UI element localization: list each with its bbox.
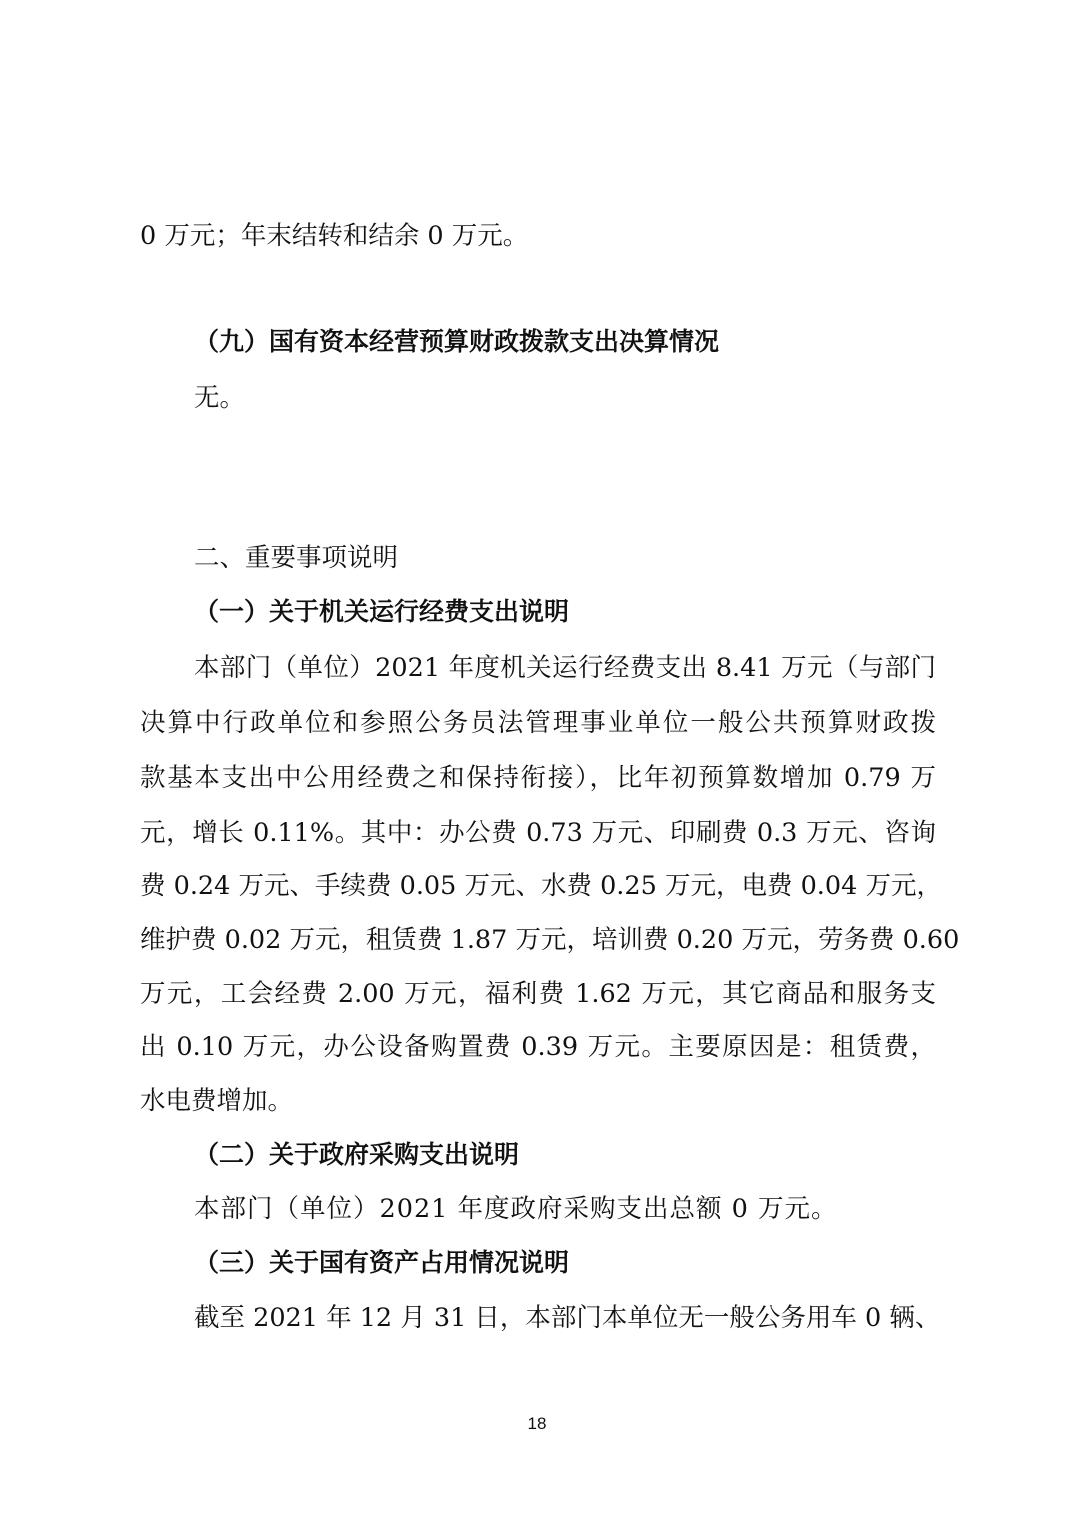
paragraph-line: 水电费增加。 xyxy=(140,1086,294,1116)
paragraph-line: 维护费 0.02 万元，租赁费 1.87 万元，培训费 0.20 万元，劳务费 0.60 xyxy=(140,925,960,955)
section-9-heading: （九）国有资本经营预算财政拨款支出决算情况 xyxy=(194,327,720,356)
continuation-line: 0 万元；年末结转和结余 0 万元。 xyxy=(140,221,529,251)
subsection-1-heading: （一）关于机关运行经费支出说明 xyxy=(194,597,570,626)
paragraph-line: 本部门（单位）2021 年度机关运行经费支出 8.41 万元（与部门 xyxy=(194,653,936,683)
paragraph-line: 万元，工会经费 2.00 万元，福利费 1.62 万元，其它商品和服务支 xyxy=(140,979,936,1009)
paragraph-line: 出 0.10 万元，办公设备购置费 0.39 万元。主要原因是：租赁费， xyxy=(140,1032,936,1062)
subsection-2-body: 本部门（单位）2021 年度政府采购支出总额 0 万元。 xyxy=(194,1194,838,1224)
subsection-3-body: 截至 2021 年 12 月 31 日，本部门本单位无一般公务用车 0 辆、 xyxy=(194,1303,941,1333)
part-2-heading: 二、重要事项说明 xyxy=(194,543,399,573)
paragraph-line: 元，增长 0.11%。其中：办公费 0.73 万元、印刷费 0.3 万元、咨询 xyxy=(140,818,936,848)
paragraph-line: 款基本支出中公用经费之和保持衔接），比年初预算数增加 0.79 万 xyxy=(140,763,936,793)
paragraph-line: 决算中行政单位和参照公务员法管理事业单位一般公共预算财政拨 xyxy=(140,708,936,738)
subsection-3-heading: （三）关于国有资产占用情况说明 xyxy=(194,1248,570,1277)
paragraph-line: 费 0.24 万元、手续费 0.05 万元、水费 0.25 万元，电费 0.04 万元， xyxy=(140,871,942,901)
section-9-body: 无。 xyxy=(194,383,246,413)
page-number: 18 xyxy=(527,1414,547,1433)
subsection-2-heading: （二）关于政府采购支出说明 xyxy=(194,1140,520,1169)
